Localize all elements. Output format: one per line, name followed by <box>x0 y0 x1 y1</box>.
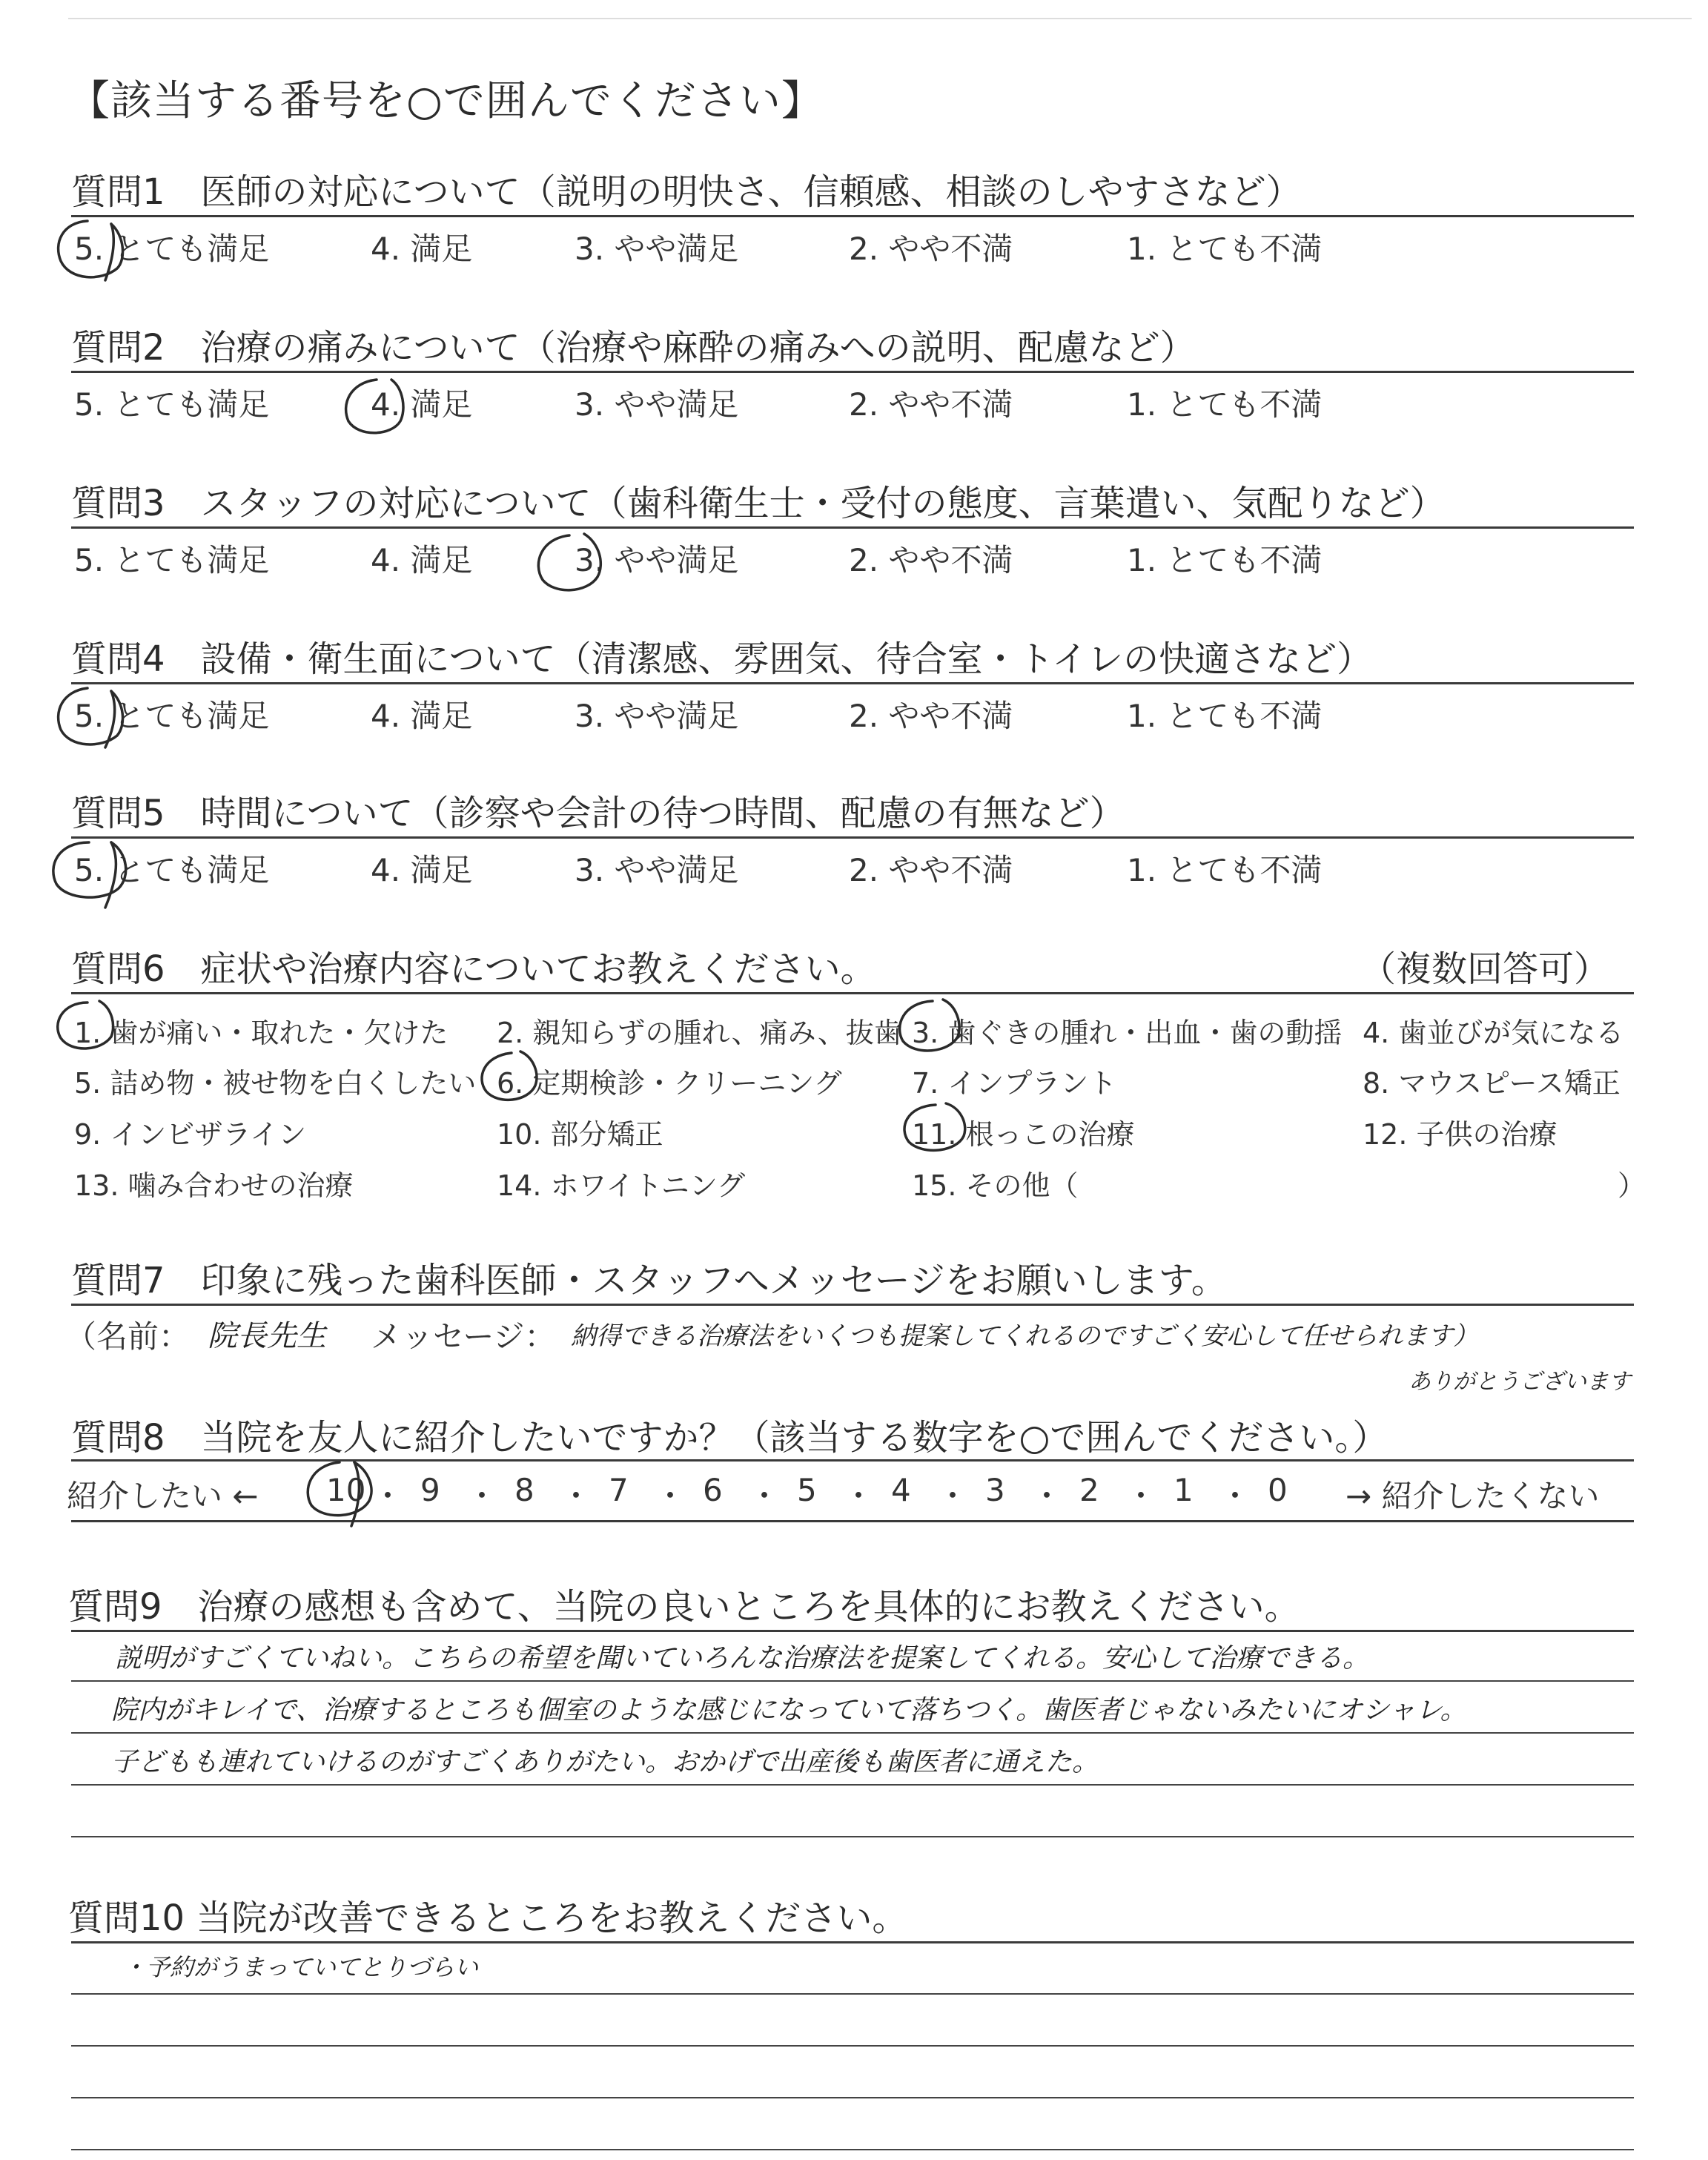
q8-scale-7[interactable]: 7 <box>609 1472 629 1508</box>
q6-item-6[interactable]: 6. 定期検診・クリーニング <box>497 1067 842 1100</box>
question-1-title: 質問1 医師の対応について（説明の明快さ、信頼感、相談のしやすさなど） <box>71 171 1302 213</box>
q6-item-5[interactable]: 5. 詰め物・被せ物を白くしたい <box>74 1067 477 1100</box>
q3-option-2[interactable]: 2. やや不満 <box>849 542 1013 578</box>
q8-circle-10 <box>308 1462 371 1516</box>
q8-scale-separator: ・ <box>466 1478 498 1514</box>
q9-answer-line-3: 子どもも連れていけるのがすごくありがたい。おかげで出産後も歯医者に通えた。 <box>111 1747 1099 1777</box>
q6-circle-1 <box>58 1001 113 1048</box>
q1-option-4[interactable]: 4. 満足 <box>371 231 473 267</box>
q8-scale-2[interactable]: 2 <box>1079 1472 1099 1508</box>
q6-item-10[interactable]: 10. 部分矯正 <box>497 1118 663 1151</box>
q8-scale-separator: ・ <box>655 1478 686 1514</box>
q6-circle-3 <box>900 1000 959 1051</box>
q6-item-3[interactable]: 3. 歯ぐきの腫れ・出血・歯の動揺 <box>912 1017 1343 1049</box>
question-8-title: 質問8 当院を友人に紹介したいですか？（該当する数字を○で囲んでください。） <box>71 1417 1388 1459</box>
q9-answer-line-2: 院内がキレイで、治療するところも個室のような感じになっていて落ちつく。歯医者じゃないみたいにオシャレ。 <box>111 1695 1467 1725</box>
question-6-title: 質問6 症状や治療内容についてお教えください。 <box>71 948 876 990</box>
q4-option-2[interactable]: 2. やや不満 <box>849 698 1013 734</box>
q5-option-2[interactable]: 2. やや不満 <box>849 852 1013 888</box>
q5-option-4[interactable]: 4. 満足 <box>371 852 473 888</box>
q8-scale-8[interactable]: 8 <box>514 1472 534 1508</box>
q5-option-3[interactable]: 3. やや満足 <box>575 852 739 888</box>
question-6-note: （複数回答可） <box>1360 948 1610 990</box>
q6-circle-6 <box>482 1051 537 1100</box>
q1-option-5[interactable]: 5. とても満足 <box>74 231 270 267</box>
question-4-title: 質問4 設備・衛生面について（清潔感、雰囲気、待合室・トイレの快適さなど） <box>71 638 1373 680</box>
q6-item-12[interactable]: 12. 子供の治療 <box>1363 1118 1558 1151</box>
q7-name-label: （名前： <box>65 1318 191 1355</box>
q2-option-4[interactable]: 4. 満足 <box>371 386 473 423</box>
q8-scale-separator: ・ <box>1031 1478 1063 1514</box>
q6-item-4[interactable]: 4. 歯並びが気になる <box>1363 1017 1624 1049</box>
q8-scale-separator: ・ <box>937 1478 969 1514</box>
q6-item-1[interactable]: 1. 歯が痛い・取れた・欠けた <box>74 1017 448 1049</box>
q3-option-1[interactable]: 1. とても不満 <box>1127 542 1323 578</box>
q2-option-2[interactable]: 2. やや不満 <box>849 386 1013 423</box>
q7-message-label: メッセージ： <box>371 1318 556 1355</box>
q4-option-4[interactable]: 4. 満足 <box>371 698 473 734</box>
q6-circle-11 <box>904 1103 965 1150</box>
q6-item-15-close: ） <box>1618 1169 1646 1202</box>
q2-option-3[interactable]: 3. やや満足 <box>575 386 739 423</box>
question-5-title: 質問5 時間について（診察や会計の待つ時間、配慮の有無など） <box>71 793 1125 834</box>
q2-circle-mark <box>346 380 403 433</box>
q8-scale-separator: ・ <box>843 1478 875 1514</box>
q8-scale-4[interactable]: 4 <box>891 1472 911 1508</box>
q8-scale-separator: ・ <box>560 1478 592 1514</box>
q6-item-15[interactable]: 15. その他（ <box>912 1169 1079 1202</box>
q7-name-value: 院長先生 <box>208 1319 326 1353</box>
q2-option-1[interactable]: 1. とても不満 <box>1127 386 1323 423</box>
q8-scale-1[interactable]: 1 <box>1174 1472 1194 1508</box>
q7-message: 納得できる治療法をいくつも提案してくれるのですごく安心して任せられます） <box>571 1321 1478 1351</box>
q8-left-label: 紹介したい ← <box>67 1478 259 1514</box>
q8-circle-10-tail <box>351 1462 359 1526</box>
question-3-title: 質問3 スタッフの対応について（歯科衛生士・受付の態度、言葉遣い、気配りなど） <box>71 483 1446 524</box>
q8-scale-0[interactable]: 0 <box>1268 1472 1288 1508</box>
q8-right-label: → 紹介したくない <box>1345 1478 1600 1514</box>
q1-option-3[interactable]: 3. やや満足 <box>575 231 739 267</box>
q6-item-9[interactable]: 9. インビザライン <box>74 1118 307 1151</box>
q8-scale-6[interactable]: 6 <box>703 1472 723 1508</box>
q3-option-3[interactable]: 3. やや満足 <box>575 542 739 578</box>
q3-circle-mark <box>538 534 600 590</box>
q8-scale-separator: ・ <box>749 1478 781 1514</box>
question-10-title: 質問10 当院が改善できるところをお教えください。 <box>68 1898 908 1939</box>
q6-item-7[interactable]: 7. インプラント <box>912 1067 1117 1100</box>
q10-answer: ・予約がうまっていてとりづらい <box>122 1953 479 1981</box>
q6-item-8[interactable]: 8. マウスピース矯正 <box>1363 1067 1621 1100</box>
q5-option-1[interactable]: 1. とても不満 <box>1127 852 1323 888</box>
q5-option-5[interactable]: 5. とても満足 <box>74 852 270 888</box>
question-9-title: 質問9 治療の感想も含めて、当院の良いところを具体的にお教えください。 <box>68 1586 1300 1628</box>
q1-option-1[interactable]: 1. とても不満 <box>1127 231 1323 267</box>
q6-item-13[interactable]: 13. 噛み合わせの治療 <box>74 1169 354 1202</box>
page-title: 【該当する番号を○で囲んでください】 <box>68 77 824 125</box>
q8-scale-separator: ・ <box>1125 1478 1157 1514</box>
question-7-title: 質問7 印象に残った歯科医師・スタッフへメッセージをお願いします。 <box>71 1260 1227 1301</box>
q6-item-14[interactable]: 14. ホワイトニング <box>497 1169 746 1202</box>
q4-option-5[interactable]: 5. とても満足 <box>74 698 270 734</box>
q1-option-2[interactable]: 2. やや不満 <box>849 231 1013 267</box>
q7-message-cont: ありがとうございます <box>1409 1369 1631 1395</box>
q8-scale-separator: ・ <box>1219 1478 1251 1514</box>
q5-circle-tail <box>105 842 116 908</box>
q9-answer-line-1: 説明がすごくていねい。こちらの希望を聞いていろんな治療法を提案してくれる。安心して治療できる。 <box>115 1643 1370 1674</box>
q6-item-11[interactable]: 11. 根っこの治療 <box>912 1118 1135 1151</box>
q6-item-2[interactable]: 2. 親知らずの腫れ、痛み、抜歯 <box>497 1017 902 1049</box>
q8-scale-3[interactable]: 3 <box>985 1472 1005 1508</box>
q4-option-1[interactable]: 1. とても不満 <box>1127 698 1323 734</box>
q2-option-5[interactable]: 5. とても満足 <box>74 386 270 423</box>
q8-scale-separator: ・ <box>372 1478 404 1514</box>
q8-scale-5[interactable]: 5 <box>797 1472 817 1508</box>
q3-option-5[interactable]: 5. とても満足 <box>74 542 270 578</box>
q4-option-3[interactable]: 3. やや満足 <box>575 698 739 734</box>
q8-scale-10[interactable]: 10 <box>326 1472 366 1508</box>
q8-scale-9[interactable]: 9 <box>420 1472 440 1508</box>
question-2-title: 質問2 治療の痛みについて（治療や麻酔の痛みへの説明、配慮など） <box>71 327 1196 369</box>
q3-option-4[interactable]: 4. 満足 <box>371 542 473 578</box>
